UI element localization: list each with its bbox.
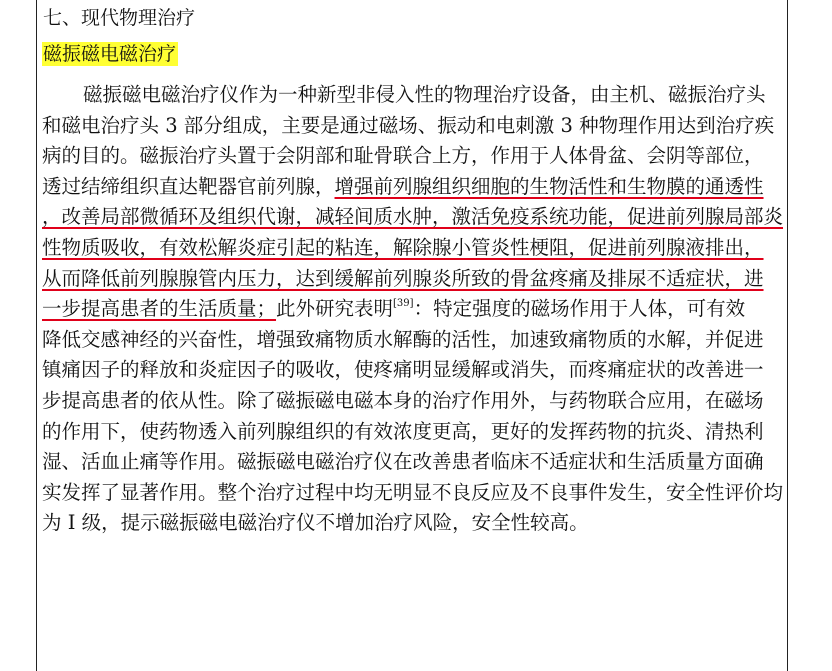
text-segment: 湿、活血止痛等作用。磁振磁电磁治疗仪在改善患者临床不适症状和生活质量方面确 (42, 450, 764, 474)
text-line (42, 233, 784, 264)
text-line (42, 264, 784, 295)
text-line (42, 508, 784, 539)
text-line (42, 111, 784, 142)
text-segment: 降低交感神经的兴奋性，增强致痛物质水解酶的活性，加速致痛物质的水解，并促进 (42, 327, 764, 351)
text-segment: 和磁电治疗头 3 部分组成，主要是通过磁场、振动和电刺激 3 种物理作用达到治疗疾 (42, 113, 775, 137)
text-line (42, 325, 784, 356)
body-paragraph (42, 80, 784, 539)
text-line (42, 417, 784, 448)
text-segment: ：特定强度的磁场作用于人体，可有效 (413, 297, 746, 321)
text-line (42, 172, 784, 203)
text-line (42, 386, 784, 417)
text-line (42, 80, 784, 111)
citation-reference: [39] (393, 298, 414, 310)
underlined-text: 一步提高患者的生活质量； (42, 297, 277, 321)
text-segment: 实发挥了显著作用。整个治疗过程中均无明显不良反应及不良事件发生，安全性评价均 (42, 480, 784, 504)
subsection-heading-highlighted: 磁振磁电磁治疗 (43, 43, 177, 65)
text-segment: 病的目的。磁振治疗头置于会阴部和耻骨联合上方，作用于人体骨盆、会阴等部位， (42, 144, 764, 168)
text-segment: 磁振磁电磁治疗仪作为一种新型非侵入性的物理治疗设备，由主机、磁振治疗头 (83, 83, 766, 106)
text-line (42, 141, 784, 172)
text-segment: 步提高患者的依从性。除了磁振磁电磁本身的治疗作用外，与药物联合应用，在磁场 (42, 388, 764, 412)
section-heading: 七、现代物理治疗 (43, 7, 196, 29)
text-line (42, 355, 784, 386)
underlined-text: ，改善局部微循环及组织代谢，减轻间质水肿，激活免疫系统功能，促进前列腺局部炎 (42, 205, 784, 229)
underlined-text: 从而降低前列腺腺管内压力，达到缓解前列腺炎所致的骨盆疼痛及排尿不适症状，进 (42, 266, 764, 290)
text-segment: 的作用下，使药物透入前列腺组织的有效浓度更高，更好的发挥药物的抗炎、清热利 (42, 419, 764, 443)
underlined-text: 增强前列腺组织细胞的生物活性和生物膜的通透性 (334, 174, 764, 198)
underlined-text: 性物质吸收，有效松解炎症引起的粘连，解除腺小管炎性梗阻，促进前列腺液排出， (42, 235, 764, 259)
text-segment: 镇痛因子的释放和炎症因子的吸收，使疼痛明显缓解或消失，而疼痛症状的改善进一 (42, 358, 764, 382)
text-segment: 此外研究表明 (276, 297, 394, 321)
text-line (42, 447, 784, 478)
text-segment: 为 I 级，提示磁振磁电磁治疗仪不增加治疗风险，安全性较高。 (42, 511, 589, 535)
text-line (42, 294, 784, 325)
text-line (42, 478, 784, 509)
text-line (42, 202, 784, 233)
text-segment: 透过结缔组织直达靶器官前列腺， (42, 174, 335, 198)
